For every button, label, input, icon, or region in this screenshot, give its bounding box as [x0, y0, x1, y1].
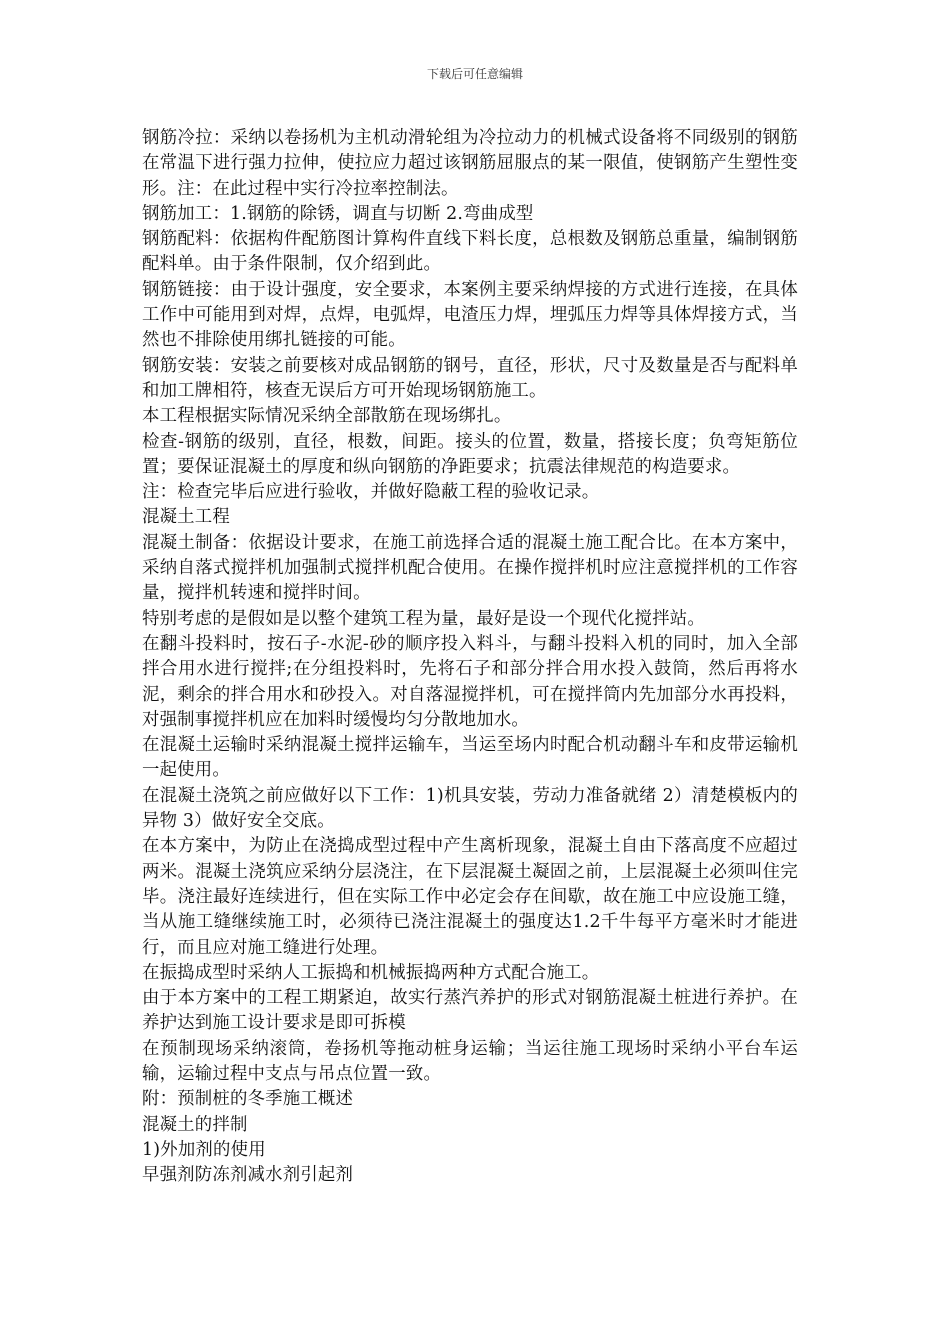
paragraph-onsite-binding: 本工程根据实际情况采纳全部散筋在现场绑扎。 — [142, 406, 512, 427]
paragraph-steel-cold-drawing: 钢筋冷拉：采纳以卷扬机为主机动滑轮组为冷拉动力的机械式设备将不同级别的钢筋在常温下进行强力拉伸，使拉应力超过该钢筋屈服点的某一限值，使钢筋产生塑性变形。注：在此过程中实行冷拉率控制法。 — [142, 128, 798, 199]
paragraph-concrete-preparation: 混凝土制备：依据设计要求，在施工前选择合适的混凝土施工配合比。在本方案中，采纳自落式搅拌机加强制式搅拌机配合使用。在操作搅拌机时应注意搅拌机的工作容量，搅拌机转速和搅拌时间。 — [142, 532, 798, 604]
paragraph-steel-batching: 钢筋配料：依据构件配筋图计算构件直线下料长度，总根数及钢筋总重量，编制钢筋配料单。由于条件限制，仅介绍到此。 — [142, 229, 798, 275]
paragraph-inspection-note: 注：检查完毕后应进行验收，并做好隐蔽工程的验收记录。 — [142, 482, 600, 503]
paragraph-steel-processing: 钢筋加工：1.钢筋的除锈，调直与切断 2.弯曲成型 — [142, 203, 534, 224]
paragraph-pile-transport: 在预制现场采纳滚筒，卷扬机等拖动桩身运输；当运往施工现场时采纳小平台车运输，运输过程中支点与吊点位置一致。 — [142, 1038, 798, 1084]
paragraph-admixture-use: 1)外加剂的使用 — [142, 1139, 266, 1160]
page-header: 下载后可任意编辑 — [426, 67, 523, 81]
paragraph-mixing-station: 特别考虑的是假如是以整个建筑工程为量，最好是设一个现代化搅拌站。 — [142, 608, 705, 629]
document-body — [142, 126, 798, 1188]
paragraph-vibration: 在振捣成型时采纳人工振捣和机械振捣两种方式配合施工。 — [142, 962, 600, 983]
paragraph-appendix-title: 附：预制桩的冬季施工概述 — [142, 1089, 354, 1110]
paragraph-curing: 由于本方案中的工程工期紧迫，故实行蒸汽养护的形式对钢筋混凝土桩进行养护。在养护达到施工设计要求是即可拆模 — [142, 988, 798, 1034]
section-heading-concrete: 混凝土工程 — [142, 507, 230, 528]
paragraph-admixture-types: 早强剂防冻剂减水剂引起剂 — [142, 1165, 354, 1186]
paragraph-concrete-mixing: 混凝土的拌制 — [142, 1114, 248, 1135]
paragraph-inspection: 检查-钢筋的级别，直径，根数，间距。接头的位置，数量，搭接长度；负弯矩筋位置；要保证混凝土的厚度和纵向钢筋的净距要求；抗震法律规范的构造要求。 — [142, 431, 798, 477]
paragraph-steel-installation: 钢筋安装：安装之前要核对成品钢筋的钢号，直径，形状，尺寸及数量是否与配料单和加工牌相符，核查无误后方可开始现场钢筋施工。 — [142, 355, 798, 401]
paragraph-feeding-order: 在翻斗投料时，按石子-水泥-砂的顺序投入料斗，与翻斗投料入机的同时，加入全部拌合用水进行搅拌;在分组投料时，先将石子和部分拌合用水投入鼓筒，然后再将水泥，剩余的拌合用水和砂投入。对自落湿搅拌机，可在搅拌筒内先加部分水再投料，对强制事搅拌机应在加料时缓慢均匀分散地加水。 — [142, 633, 798, 730]
paragraph-concrete-transport: 在混凝土运输时采纳混凝土搅拌运输车，当运至场内时配合机动翻斗车和皮带运输机一起使用。 — [142, 735, 798, 781]
paragraph-steel-connection: 钢筋链接：由于设计强度，安全要求，本案例主要采纳焊接的方式进行连接，在具体工作中可能用到对焊，点焊，电弧焊，电渣压力焊，埋弧压力焊等具体焊接方式，当然也不排除使用绑扎链接的可能。 — [142, 279, 798, 351]
paragraph-pouring: 在本方案中，为防止在浇捣成型过程中产生离析现象，混凝土自由下落高度不应超过两米。混凝土浇筑应采纳分层浇注，在下层混凝土凝固之前，上层混凝土必须叫住完毕。浇注最好连续进行，但在实际工作中必定会存在间歇，故在施工中应设施工缝，当从施工缝继续施工时，必须待已浇注混凝土的强度达1.2千牛每平方毫米时才能进行，而且应对施工缝进行处理。 — [142, 836, 798, 958]
paragraph-pre-pouring: 在混凝土浇筑之前应做好以下工作：1)机具安装，劳动力准备就绪 2）清楚模板内的异物 3）做好安全交底。 — [142, 785, 798, 832]
